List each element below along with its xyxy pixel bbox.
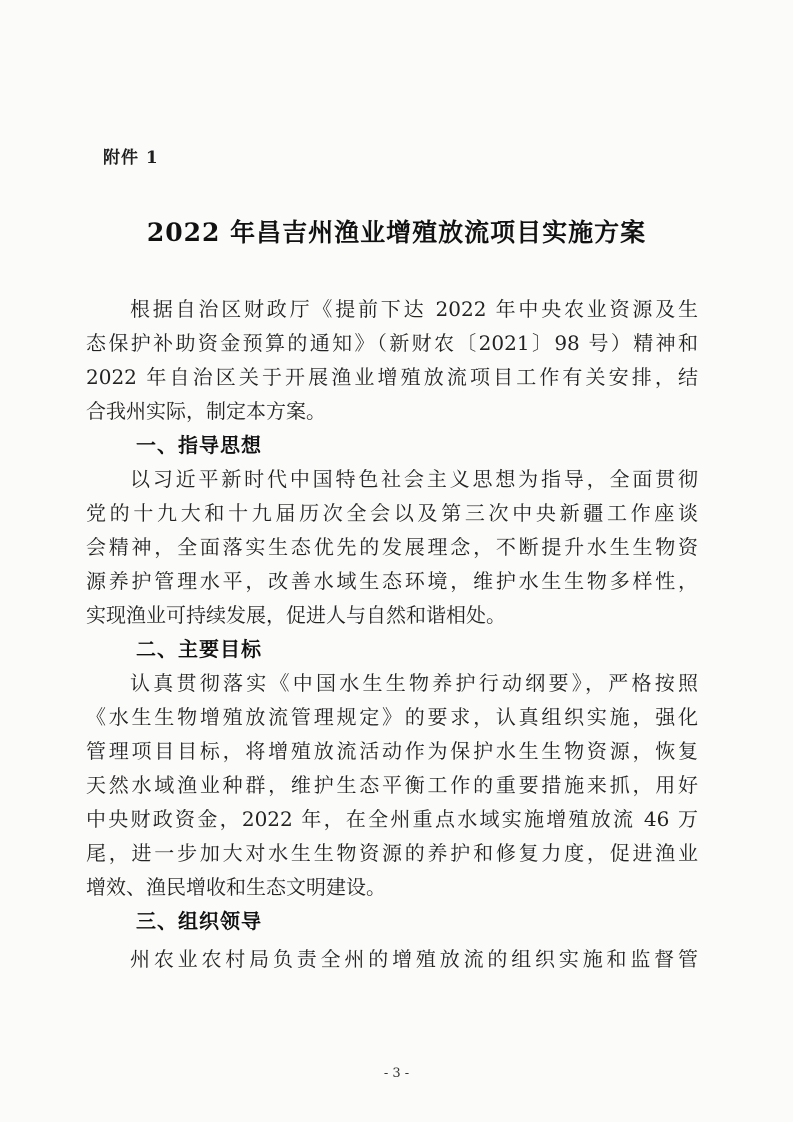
section-heading-objectives: 二、主要目标 — [136, 637, 262, 661]
document-title: 2022 年昌吉州渔业增殖放流项目实施方案 — [146, 218, 647, 247]
objectives-line: 天然水域渔业种群，维护生态平衡工作的重要措施来抓，用好 — [86, 773, 698, 797]
intro-line: 合我州实际，制定本方案。 — [86, 399, 326, 423]
objectives-line: 管理项目目标，将增殖放流活动作为保护水生生物资源，恢复 — [86, 739, 698, 763]
objectives-line: 增效、渔民增收和生态文明建设。 — [86, 875, 386, 899]
page-number: - 3 - — [383, 1066, 410, 1081]
objectives-line: 尾，进一步加大对水生生物资源的养护和修复力度，促进渔业 — [86, 841, 698, 865]
intro-line: 2022 年自治区关于开展渔业增殖放流项目工作有关安排，结 — [86, 365, 698, 389]
guiding-line: 源养护管理水平，改善水域生态环境，维护水生生物多样性， — [86, 569, 698, 593]
objectives-line: 认真贯彻落实《中国水生生物养护行动纲要》，严格按照 — [130, 671, 698, 695]
guiding-line: 实现渔业可持续发展，促进人与自然和谐相处。 — [86, 603, 506, 627]
attachment-label: 附件 1 — [103, 148, 159, 168]
guiding-line: 党的十九大和十九届历次全会以及第三次中央新疆工作座谈 — [86, 501, 698, 525]
intro-line: 根据自治区财政厅《提前下达 2022 年中央农业资源及生 — [130, 297, 698, 321]
objectives-line: 中央财政资金，2022 年，在全州重点水域实施增殖放流 46 万 — [86, 807, 698, 831]
organization-line: 州农业农村局负责全州的增殖放流的组织实施和监督管 — [130, 947, 698, 971]
section-heading-guiding: 一、指导思想 — [136, 433, 262, 457]
section-heading-organization: 三、组织领导 — [136, 909, 262, 933]
intro-line: 态保护补助资金预算的通知》（新财农〔2021〕98 号）精神和 — [86, 331, 698, 355]
guiding-line: 以习近平新时代中国特色社会主义思想为指导，全面贯彻 — [130, 467, 698, 491]
objectives-line: 《水生生物增殖放流管理规定》的要求，认真组织实施，强化 — [86, 705, 698, 729]
guiding-line: 会精神，全面落实生态优先的发展理念，不断提升水生生物资 — [86, 535, 698, 559]
